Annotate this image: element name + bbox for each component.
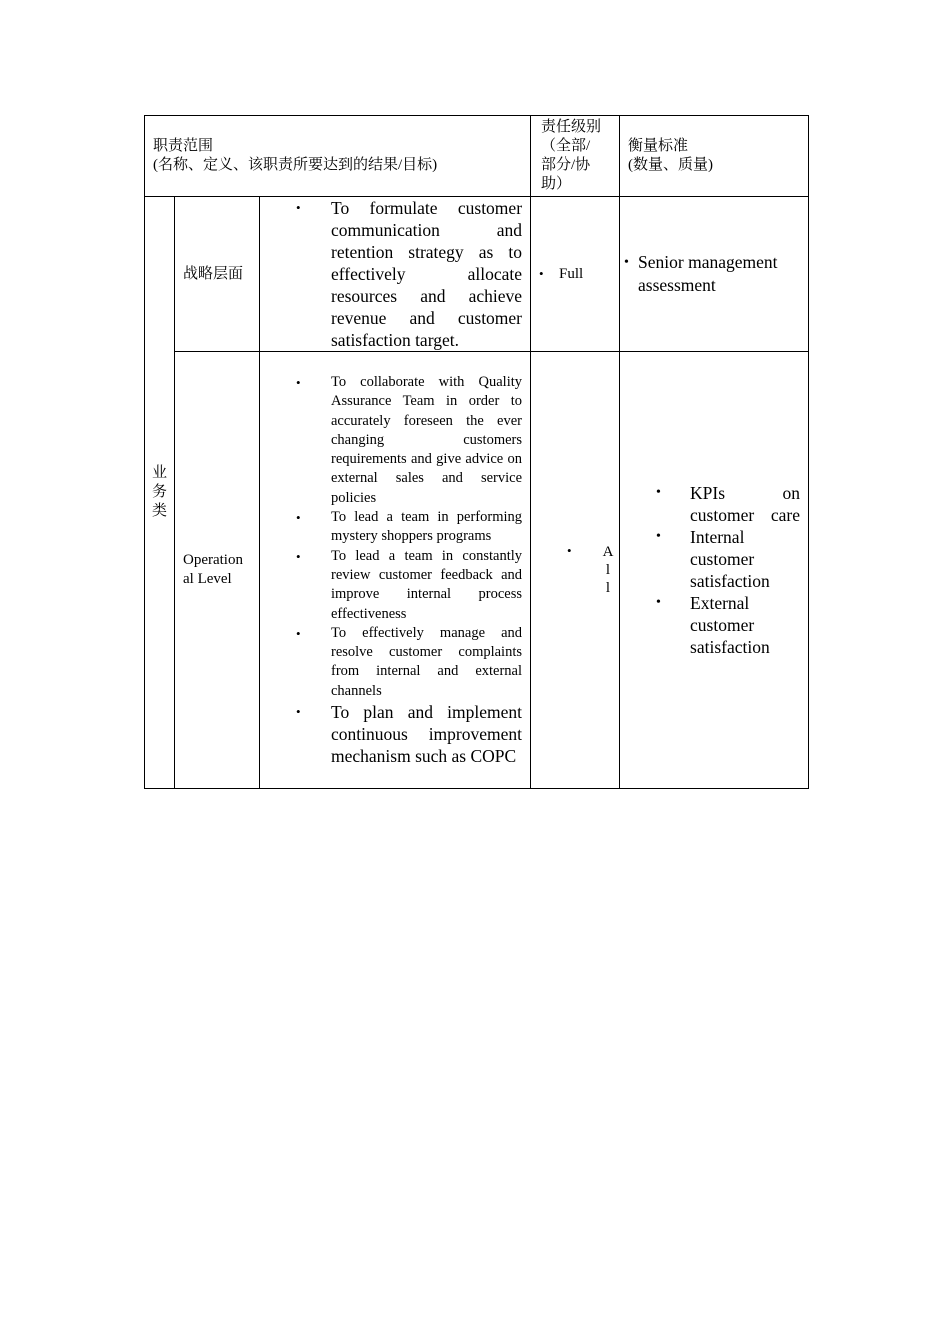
level-char: l <box>605 580 611 596</box>
subcategory-line: al Level <box>183 571 232 587</box>
header-scope-title: 职责范围 <box>153 138 214 154</box>
level-cell-strategic <box>531 197 620 352</box>
header-scope-cell <box>145 116 531 197</box>
duties-list <box>260 373 530 767</box>
level-cell-operational <box>531 352 620 789</box>
measure-cell-operational <box>620 352 809 789</box>
measure-item: • KPIs on customer care <box>620 482 800 526</box>
category-char: 务 <box>151 484 167 500</box>
subcategory-operational <box>175 352 260 789</box>
level-char: l <box>605 562 611 578</box>
duty-item: • To collaborate with Quality Assurance Team in order to accurately foreseen the ever changing customers requirements and give advice on external sales and service policies <box>260 373 522 508</box>
subcategory-line: Operation <box>183 552 243 568</box>
header-level-cell <box>531 116 620 197</box>
header-level-line: （全部/ <box>541 138 591 154</box>
category-char: 类 <box>151 503 167 519</box>
responsibility-table <box>144 115 809 789</box>
category-cell <box>145 197 175 789</box>
duty-item: • To lead a team in performing mystery shoppers programs <box>260 508 522 547</box>
duty-item: • To plan and implement continuous improvement mechanism such as COPC <box>260 701 522 767</box>
subcategory-strategic: 战略层面 <box>175 197 260 352</box>
header-measure-title: 衡量标准 <box>628 138 689 154</box>
measure-cell-strategic <box>620 197 809 352</box>
measure-item: • External customer satisfaction <box>620 592 800 658</box>
duty-item: • To effectively manage and resolve customer complaints from internal and external channels <box>260 624 522 701</box>
bullet-icon: • <box>539 265 544 281</box>
header-level-line: 助） <box>541 176 572 192</box>
bullet-icon: • <box>567 543 572 558</box>
duty-item: • To formulate customer communication and retention strategy as to effectively allocate resources and achieve revenue and customer satisfaction target. <box>260 197 522 351</box>
duty-item: • To lead a team in constantly review customer feedback and improve internal process effectiveness <box>260 547 522 624</box>
level-value: Full <box>559 265 584 282</box>
header-row <box>145 116 809 197</box>
header-measure-cell <box>620 116 809 197</box>
duties-cell-strategic <box>260 197 531 352</box>
header-level-line: 责任级别 <box>541 119 602 135</box>
duties-cell-operational <box>260 352 531 789</box>
header-level-line: 部分/协 <box>541 157 591 173</box>
table-row-strategic <box>145 197 809 352</box>
duties-list <box>260 197 530 351</box>
bullet-icon: • <box>624 255 629 270</box>
header-measure-subtitle: (数量、质量) <box>628 157 714 173</box>
measures-list <box>620 482 808 658</box>
measure-item: • Internal customer satisfaction <box>620 526 800 592</box>
level-char: A <box>602 544 614 560</box>
table-row-operational <box>145 352 809 789</box>
measure-item: Senior management assessment <box>638 252 778 295</box>
level-value-vertical <box>602 543 614 597</box>
header-scope-subtitle: (名称、定义、该职责所要达到的结果/目标) <box>153 157 438 173</box>
category-char: 业 <box>151 465 167 481</box>
